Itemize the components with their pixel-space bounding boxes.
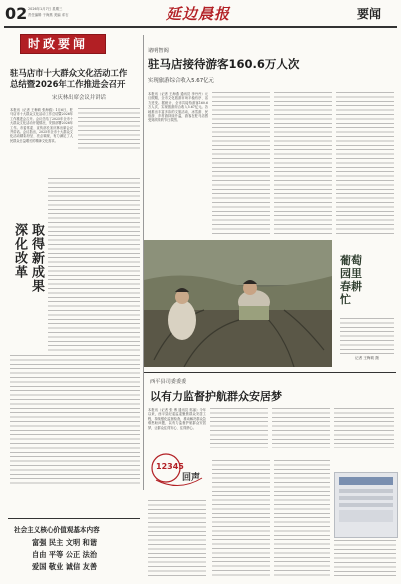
feature-title: 驻马店接待游客160.6万人次 bbox=[148, 57, 300, 71]
screenshot-card-text bbox=[334, 540, 396, 576]
photo-caption-text bbox=[340, 318, 394, 354]
bottom-feature-rule bbox=[144, 372, 396, 373]
core-values-row3: 爱国 敬业 诚信 友善 bbox=[32, 562, 98, 571]
feature-body-col3 bbox=[274, 92, 332, 235]
section-banner-label: 时政要闻 bbox=[28, 37, 89, 51]
vertical-headline bbox=[10, 223, 44, 343]
header-rule bbox=[4, 26, 397, 28]
feature-kicker: 诸明智阁 bbox=[148, 48, 169, 54]
caption-line1: 葡萄 bbox=[340, 254, 362, 267]
photo-credit: 记者 王梅莉 摄 bbox=[355, 356, 379, 360]
feature-body-col4 bbox=[336, 92, 394, 235]
bottom-feature-col3 bbox=[272, 408, 330, 448]
editor-line: 责任编辑 于海燕 美编 邓石 bbox=[28, 13, 69, 17]
feature-body-col1: 本报讯（记者 王海燕 通讯员 李丹丹）元旦假期，全市文化旅游市场平稳有序、活力迸发。据统计，全市共接待游客160.6万人次，实现旅游综合收入5.67亿元。各地推出丰富多彩的文旅活动，冰雪游、民俗游、乡村游持续升温，游客在驻马店感受到浓浓的节日氛围。 bbox=[148, 92, 208, 123]
feature-subtitle: 实现旅游综合收入5.67亿元 bbox=[148, 78, 214, 84]
bottom-feature-kicker: 西平县司委委委 bbox=[150, 379, 187, 385]
vertical-headline-line1: 深化改革 bbox=[12, 223, 27, 279]
article-byline: 宋庆林出席会议并讲话 bbox=[52, 95, 106, 101]
core-values-row1: 富强 民主 文明 和谐 bbox=[32, 538, 98, 547]
photo-caption-title bbox=[340, 254, 362, 306]
vertical-headline-line2: 取得新成果 bbox=[29, 223, 44, 293]
caption-line2: 园里 bbox=[340, 267, 362, 280]
hotline-text-col2 bbox=[212, 460, 270, 576]
article-body-col1: 本报讯（记者 王梅莉 张海鸥）1月6日，驻马店市十大群众文化活动工作总结暨2026年工作推进会召开。会议总结了2025年全市十大群众文化活动开展情况，安排部署2026年工作。市委常委、宣传部长宋庆林出席会议并讲话。会议指出，2025年全市十大群众文化活动精彩纷呈、亮点频现，有力满足了人民群众日益增长的精神文化需求。 bbox=[10, 108, 73, 143]
hotline-number: 12345 bbox=[156, 462, 184, 471]
article-title-line2: 总结暨2026年工作推进会召开 bbox=[10, 79, 126, 89]
feature-body-col2 bbox=[212, 92, 270, 235]
caption-line3: 春耕 bbox=[340, 280, 362, 293]
date-line: 2026年1月7日 星期三 bbox=[28, 7, 63, 11]
reform-article-text bbox=[48, 178, 140, 353]
reform-article-text-lower bbox=[10, 355, 140, 485]
core-values-row2: 自由 平等 公正 法治 bbox=[32, 550, 98, 559]
vineyard-photo bbox=[144, 240, 332, 367]
hotline-text-col1 bbox=[148, 500, 206, 576]
core-values-title: 社会主义核心价值观基本内容 bbox=[14, 526, 100, 534]
hotline-graphic bbox=[148, 452, 210, 498]
article-title-line1: 驻马店市十大群众文化活动工作 bbox=[10, 68, 128, 78]
newspaper-logo: 延边晨报 bbox=[166, 5, 231, 23]
article-body-col2 bbox=[78, 108, 140, 150]
screenshot-card bbox=[334, 472, 398, 538]
hotline-label: 回声 bbox=[182, 473, 201, 483]
bottom-feature-col1: 本报讯（记者 张 博 通讯员 郭丽）今年以来，西平县纪委监委聚焦群众安居工程，持续强化监督检查，推动解决群众急难愁盼问题，以有力监督护航群众安居梦，让群众住得安心、住得舒心。 bbox=[148, 408, 206, 430]
bottom-feature-title: 以有力监督护航群众安居梦 bbox=[150, 390, 282, 403]
caption-line4: 忙 bbox=[340, 293, 351, 306]
bottom-feature-col4 bbox=[334, 408, 394, 448]
section-name: 要闻 bbox=[357, 7, 382, 21]
page-number: 02 bbox=[5, 4, 28, 23]
core-values-box bbox=[8, 518, 140, 579]
article-title bbox=[10, 68, 138, 90]
bottom-feature-col2 bbox=[210, 408, 268, 448]
hotline-text-col3 bbox=[274, 460, 330, 576]
